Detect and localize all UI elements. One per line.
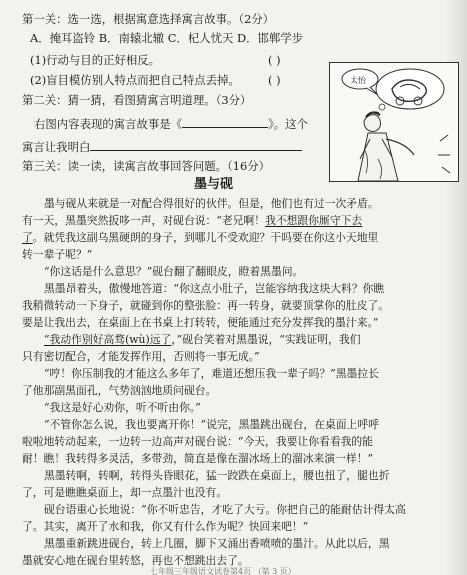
p1-line2-text: 有一天，黑墨突然扳哆一声，对砚台说：“老兄啊！ bbox=[22, 214, 266, 227]
section1-heading: 第一关：选一选，根据寓意选择寓言故事。（2分） bbox=[22, 12, 275, 26]
p10-line1: 黑墨重新跳进砚台，转上几圈，脚下又涌出香喷喷的墨汁。从此以后，黑 bbox=[44, 537, 390, 550]
section1-q1-answer[interactable]: ( ) bbox=[268, 53, 281, 67]
p7-line2: 啦啦地转动起来，一边转一边高声对砚台说：“今天，我要让你看看我的能 bbox=[22, 435, 374, 448]
p4-line1-text: ，”砚台笑着对黑墨说，“实践证明，我们 bbox=[171, 333, 361, 346]
story-title: 墨与砚 bbox=[194, 177, 234, 192]
p3-line1: 黑墨昂着头，傲慢地答道：“你这点小肚子，岂能容纳我这块大料？你瞧 bbox=[44, 282, 385, 295]
p7-line3: 耐！瞧！我转得多灵活，多带劲，简直是像在溜冰场上的溜冰来演一样！” bbox=[22, 452, 374, 465]
section2-line1-pre: 右图内容表现的寓言故事是《 bbox=[34, 117, 183, 131]
section2-line1 bbox=[34, 115, 308, 132]
p3-line3: 要是让我出去，在桌面上在书桌上打转转，便能通过充分发挥我的墨汁来。” bbox=[22, 316, 379, 329]
section3-heading: 第三关：读一读，读寓言故事回答问题。（16分） bbox=[22, 159, 270, 173]
p1-line1: 墨与砚从来就是一对配合得很好的伙伴。但是，他们也有过一次矛盾。 bbox=[44, 197, 379, 210]
p7-line1: “不管你怎么说，我也要离开你！”说完，黑墨跳出砚台，在桌面上呼呼 bbox=[44, 418, 379, 431]
p3-line2: 我稍微转动一下身子，就碰到你的整张脸：再一转身，就要顶掌你的肚皮了。 bbox=[22, 299, 390, 312]
section1-q2: (2)盲目模仿别人特点而把自己特点丢掉。 bbox=[30, 73, 240, 87]
p10-line2: 墨就安心地在砚台里转悠，再也不想跳出去了。 bbox=[22, 554, 249, 567]
section2-line2 bbox=[22, 138, 302, 155]
section2-line2-text: 寓言让我明白 bbox=[22, 140, 91, 154]
p1-line2 bbox=[22, 213, 362, 228]
section1-q2-answer[interactable]: ( ) bbox=[268, 73, 281, 87]
story-name-blank[interactable] bbox=[182, 115, 268, 128]
p1-line3 bbox=[22, 230, 378, 245]
man-with-cart-drawing bbox=[330, 63, 458, 181]
p8-line2: 了，可是瞧瞧桌面上，却一点墨汁也没有。 bbox=[22, 486, 228, 499]
underlined-sentence-2: “我动作别好高骛(wù)远了 bbox=[44, 333, 172, 346]
p5-line2: 了他那副黑面孔，气势汹汹地质问砚台。 bbox=[22, 384, 217, 397]
p4-line2: 只有密切配合，才能发挥作用，否则将一事无成。” bbox=[22, 350, 260, 363]
underlined-sentence-1-end: 了 bbox=[22, 231, 33, 244]
section2-line1-post: 》。这个 bbox=[268, 117, 308, 131]
underlined-sentence-1: 我不想跟你厮守下去 bbox=[265, 214, 363, 227]
page-footer: 七年级三年级语文试卷第4页 （第 3 页） bbox=[150, 567, 296, 575]
section1-q1: (1)行动与目的正好相反。 bbox=[30, 53, 161, 67]
p1-line4: 转一辈子呢？” bbox=[22, 248, 93, 261]
lesson-blank[interactable] bbox=[90, 138, 302, 151]
fable-illustration bbox=[329, 62, 459, 182]
p2-line1: “你这话是什么意思？”砚台翻了翻眼皮，瞪着黑墨问。 bbox=[44, 265, 304, 278]
p9-line2: 了。其实，离开了水和我，你又有什么作为呢？快回来吧！” bbox=[22, 520, 309, 533]
section1-options: A．掩耳盗铃 B．南辕北辙 C．杞人忧天 D．邯郸学步 bbox=[30, 31, 304, 45]
p4-line1 bbox=[44, 332, 361, 347]
p6-line1: “我这是好心劝你，听不听由你。” bbox=[44, 401, 201, 414]
p1-line3-text: 。就凭我这副乌黑硬朗的身子，到哪儿不受欢迎？干吗要在你这小天地里 bbox=[32, 231, 379, 244]
section2-heading: 第二关：猜一猜，看图猜寓言明道理。（3分） bbox=[22, 93, 252, 107]
p8-line1: 黑墨转啊，转啊，转得头昏眼花，猛一跤跌在桌面上，腰也扭了，腿也折 bbox=[44, 469, 390, 482]
p9-line1: 砚台语重心长地说：“你不听忠告，才吃了大亏。你把自己的能耐估计得太高 bbox=[44, 503, 406, 516]
p5-line1: “哼！你压制我的才能这么多年了，难道还想压我一辈子吗？”黑墨拉长 bbox=[44, 367, 379, 380]
speech-text: 太怡 bbox=[350, 76, 366, 85]
